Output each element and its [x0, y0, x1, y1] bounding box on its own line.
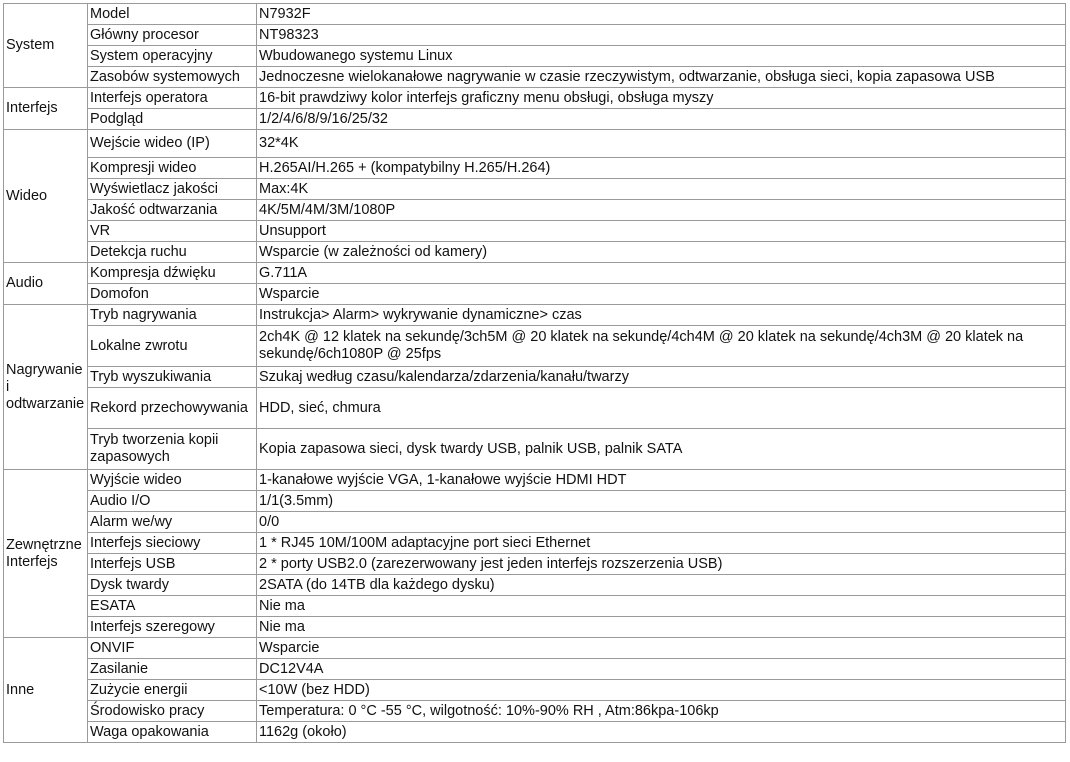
spec-field-value: Max:4K: [257, 179, 1066, 200]
spec-row-nagrywanie-i-odtwarzanie-1: [4, 305, 1066, 326]
spec-row-nagrywanie-i-odtwarzanie-4: [4, 388, 1066, 429]
spec-field-label: Alarm we/wy: [88, 512, 257, 533]
spec-row-wideo-5: [4, 221, 1066, 242]
category-audio: Audio: [4, 263, 88, 305]
spec-field-label: Interfejs USB: [88, 554, 257, 575]
category-zewnetrzne-interfejs: Zewnętrzne Interfejs: [4, 470, 88, 638]
spec-table: [3, 3, 1066, 743]
spec-field-label: Kompresji wideo: [88, 158, 257, 179]
spec-field-value: 1/1(3.5mm): [257, 491, 1066, 512]
spec-row-system-1: [4, 4, 1066, 25]
spec-field-value: 0/0: [257, 512, 1066, 533]
spec-field-label: Zasilanie: [88, 659, 257, 680]
spec-field-value: N7932F: [257, 4, 1066, 25]
spec-row-inne-4: [4, 701, 1066, 722]
spec-field-label: Dysk twardy: [88, 575, 257, 596]
spec-row-nagrywanie-i-odtwarzanie-5: [4, 429, 1066, 470]
spec-field-label: Podgląd: [88, 109, 257, 130]
spec-field-value: <10W (bez HDD): [257, 680, 1066, 701]
category-wideo: Wideo: [4, 130, 88, 263]
spec-field-value: Nie ma: [257, 617, 1066, 638]
category-nagrywanie-i-odtwarzanie: Nagrywanie i odtwarzanie: [4, 305, 88, 470]
spec-row-zewnetrzne-interfejs-8: [4, 617, 1066, 638]
spec-field-label: Środowisko pracy: [88, 701, 257, 722]
category-inne: Inne: [4, 638, 88, 743]
spec-field-value: Jednoczesne wielokanałowe nagrywanie w czasie rzeczywistym, odtwarzanie, obsługa sieci, kopia zapasowa USB: [257, 67, 1066, 88]
spec-row-wideo-3: [4, 179, 1066, 200]
spec-field-label: Domofon: [88, 284, 257, 305]
spec-row-audio-1: [4, 263, 1066, 284]
spec-field-label: Detekcja ruchu: [88, 242, 257, 263]
spec-field-label: Kompresja dźwięku: [88, 263, 257, 284]
spec-field-value: Szukaj według czasu/kalendarza/zdarzenia/kanału/twarzy: [257, 367, 1066, 388]
spec-row-interfejs-2: [4, 109, 1066, 130]
spec-field-value: 16-bit prawdziwy kolor interfejs graficzny menu obsługi, obsługa myszy: [257, 88, 1066, 109]
spec-field-value: Instrukcja> Alarm> wykrywanie dynamiczne> czas: [257, 305, 1066, 326]
spec-row-wideo-1: [4, 130, 1066, 158]
spec-field-value: Temperatura: 0 °C -55 °C, wilgotność: 10%-90% RH , Atm:86kpa-106kp: [257, 701, 1066, 722]
spec-field-label: ONVIF: [88, 638, 257, 659]
spec-row-zewnetrzne-interfejs-4: [4, 533, 1066, 554]
spec-row-zewnetrzne-interfejs-2: [4, 491, 1066, 512]
spec-row-zewnetrzne-interfejs-3: [4, 512, 1066, 533]
spec-row-wideo-2: [4, 158, 1066, 179]
spec-field-label: Wyjście wideo: [88, 470, 257, 491]
spec-field-value: G.711A: [257, 263, 1066, 284]
spec-field-label: Główny procesor: [88, 25, 257, 46]
spec-table-body: [4, 4, 1066, 743]
spec-field-value: 32*4K: [257, 130, 1066, 158]
spec-field-label: Interfejs sieciowy: [88, 533, 257, 554]
spec-field-value: Wsparcie: [257, 284, 1066, 305]
spec-field-label: Model: [88, 4, 257, 25]
spec-row-zewnetrzne-interfejs-7: [4, 596, 1066, 617]
spec-field-value: NT98323: [257, 25, 1066, 46]
spec-field-label: Tryb tworzenia kopii zapasowych: [88, 429, 257, 470]
spec-row-system-2: [4, 25, 1066, 46]
spec-row-audio-2: [4, 284, 1066, 305]
spec-field-label: Interfejs operatora: [88, 88, 257, 109]
spec-row-system-4: [4, 67, 1066, 88]
spec-field-value: 2 * porty USB2.0 (zarezerwowany jest jeden interfejs rozszerzenia USB): [257, 554, 1066, 575]
spec-field-value: 2SATA (do 14TB dla każdego dysku): [257, 575, 1066, 596]
spec-field-label: Wyświetlacz jakości: [88, 179, 257, 200]
spec-row-nagrywanie-i-odtwarzanie-2: [4, 326, 1066, 367]
spec-field-label: Rekord przechowywania: [88, 388, 257, 429]
spec-row-inne-1: [4, 638, 1066, 659]
spec-field-value: H.265AI/H.265 + (kompatybilny H.265/H.264): [257, 158, 1066, 179]
spec-field-label: Audio I/O: [88, 491, 257, 512]
category-system: System: [4, 4, 88, 88]
spec-field-label: Zasobów systemowych: [88, 67, 257, 88]
spec-field-value: HDD, sieć, chmura: [257, 388, 1066, 429]
spec-field-label: ESATA: [88, 596, 257, 617]
spec-field-value: Unsupport: [257, 221, 1066, 242]
spec-field-label: Tryb nagrywania: [88, 305, 257, 326]
spec-field-value: 1/2/4/6/8/9/16/25/32: [257, 109, 1066, 130]
spec-field-label: Zużycie energii: [88, 680, 257, 701]
spec-field-value: DC12V4A: [257, 659, 1066, 680]
spec-row-wideo-6: [4, 242, 1066, 263]
spec-field-value: 1162g (około): [257, 722, 1066, 743]
spec-field-value: Wsparcie (w zależności od kamery): [257, 242, 1066, 263]
spec-field-label: Waga opakowania: [88, 722, 257, 743]
spec-row-nagrywanie-i-odtwarzanie-3: [4, 367, 1066, 388]
spec-row-zewnetrzne-interfejs-1: [4, 470, 1066, 491]
spec-field-value: 4K/5M/4M/3M/1080P: [257, 200, 1066, 221]
spec-field-label: Jakość odtwarzania: [88, 200, 257, 221]
spec-row-inne-3: [4, 680, 1066, 701]
spec-field-value: 1 * RJ45 10M/100M adaptacyjne port sieci Ethernet: [257, 533, 1066, 554]
spec-row-zewnetrzne-interfejs-6: [4, 575, 1066, 596]
spec-field-label: System operacyjny: [88, 46, 257, 67]
spec-field-value: 1-kanałowe wyjście VGA, 1-kanałowe wyjście HDMI HDT: [257, 470, 1066, 491]
spec-field-value: Kopia zapasowa sieci, dysk twardy USB, palnik USB, palnik SATA: [257, 429, 1066, 470]
spec-row-wideo-4: [4, 200, 1066, 221]
spec-row-system-3: [4, 46, 1066, 67]
spec-row-inne-5: [4, 722, 1066, 743]
category-interfejs: Interfejs: [4, 88, 88, 130]
spec-field-value: 2ch4K @ 12 klatek na sekundę/3ch5M @ 20 klatek na sekundę/4ch4M @ 20 klatek na sekundę/4ch3M @ 20 klatek na sekundę/6ch1080P @ 25fps: [257, 326, 1066, 367]
spec-row-interfejs-1: [4, 88, 1066, 109]
spec-field-value: Wbudowanego systemu Linux: [257, 46, 1066, 67]
spec-field-label: Tryb wyszukiwania: [88, 367, 257, 388]
spec-field-label: Wejście wideo (IP): [88, 130, 257, 158]
spec-field-label: Lokalne zwrotu: [88, 326, 257, 367]
spec-row-inne-2: [4, 659, 1066, 680]
spec-field-label: VR: [88, 221, 257, 242]
spec-field-value: Nie ma: [257, 596, 1066, 617]
spec-field-value: Wsparcie: [257, 638, 1066, 659]
spec-row-zewnetrzne-interfejs-5: [4, 554, 1066, 575]
spec-field-label: Interfejs szeregowy: [88, 617, 257, 638]
